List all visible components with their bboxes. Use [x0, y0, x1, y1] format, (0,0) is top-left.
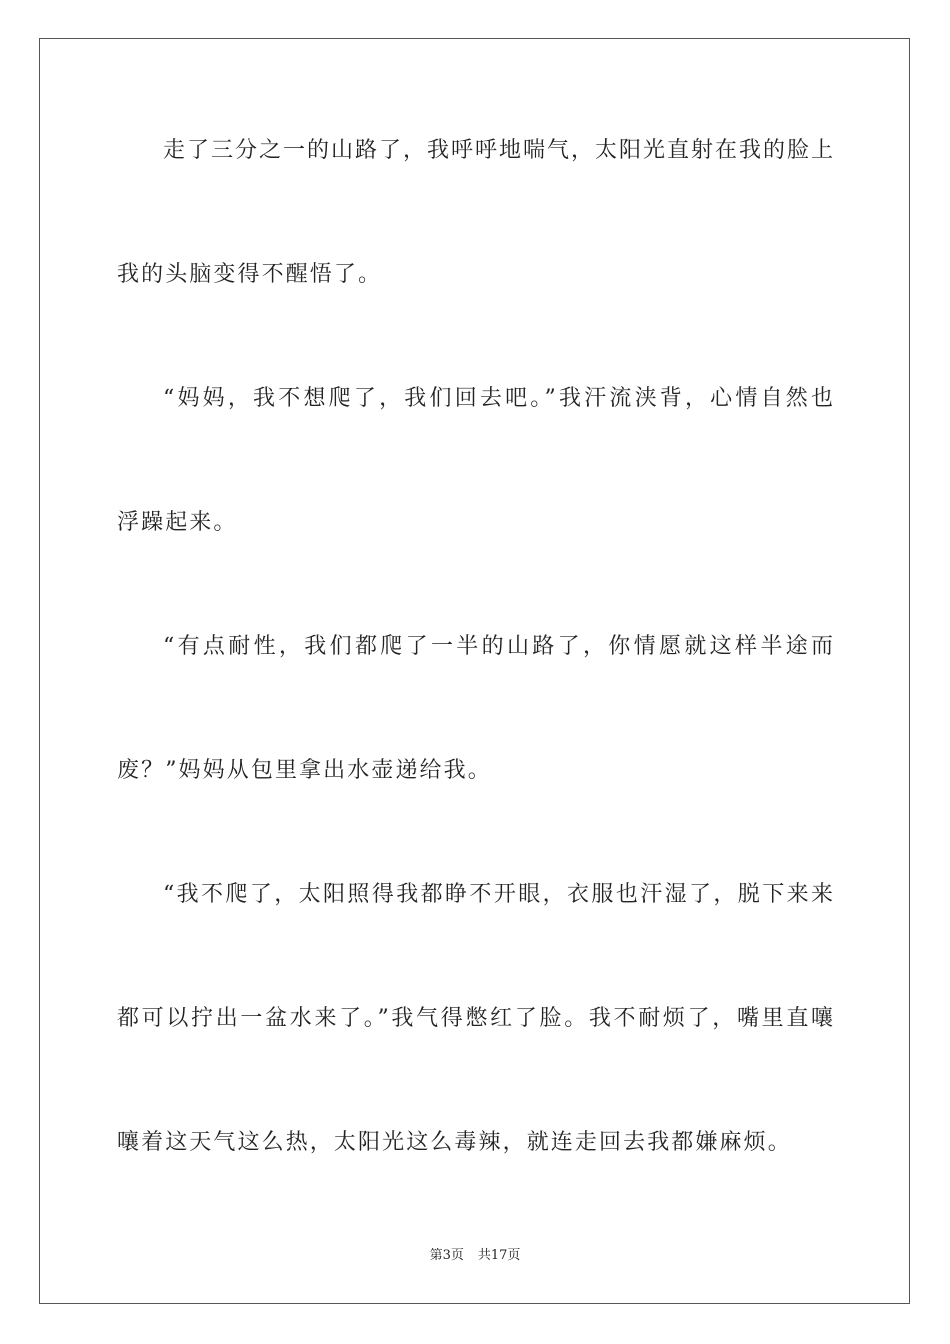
- text-line: 浮躁起来。: [117, 510, 238, 535]
- text-line: “我不爬了，太阳照得我都睁不开眼，衣服也汗湿了，脱下来来: [163, 882, 833, 907]
- text-line: “有点耐性，我们都爬了一半的山路了，你情愿就这样半途而: [163, 634, 833, 659]
- text-line: 我的头脑变得不醒悟了。: [117, 262, 383, 287]
- page-border: [39, 38, 910, 1304]
- text-line: 走了三分之一的山路了，我呼呼地喘气，太阳光直射在我的脸上: [163, 138, 833, 163]
- text-line: 嚷着这天气这么热，太阳光这么毒辣，就连走回去我都嫌麻烦。: [117, 1130, 792, 1155]
- page-number: 第3页: [429, 1248, 464, 1263]
- text-line: 都可以拧出一盆水来了。”我气得憋红了脸。我不耐烦了，嘴里直嚷: [117, 1006, 833, 1031]
- text-line: 废？”妈妈从包里拿出水壶递给我。: [117, 758, 492, 783]
- page-total: 共17页: [477, 1248, 521, 1263]
- text-line: “妈妈，我不想爬了，我们回去吧。”我汗流浃背，心情自然也: [163, 386, 833, 411]
- page-footer: [0, 1247, 950, 1265]
